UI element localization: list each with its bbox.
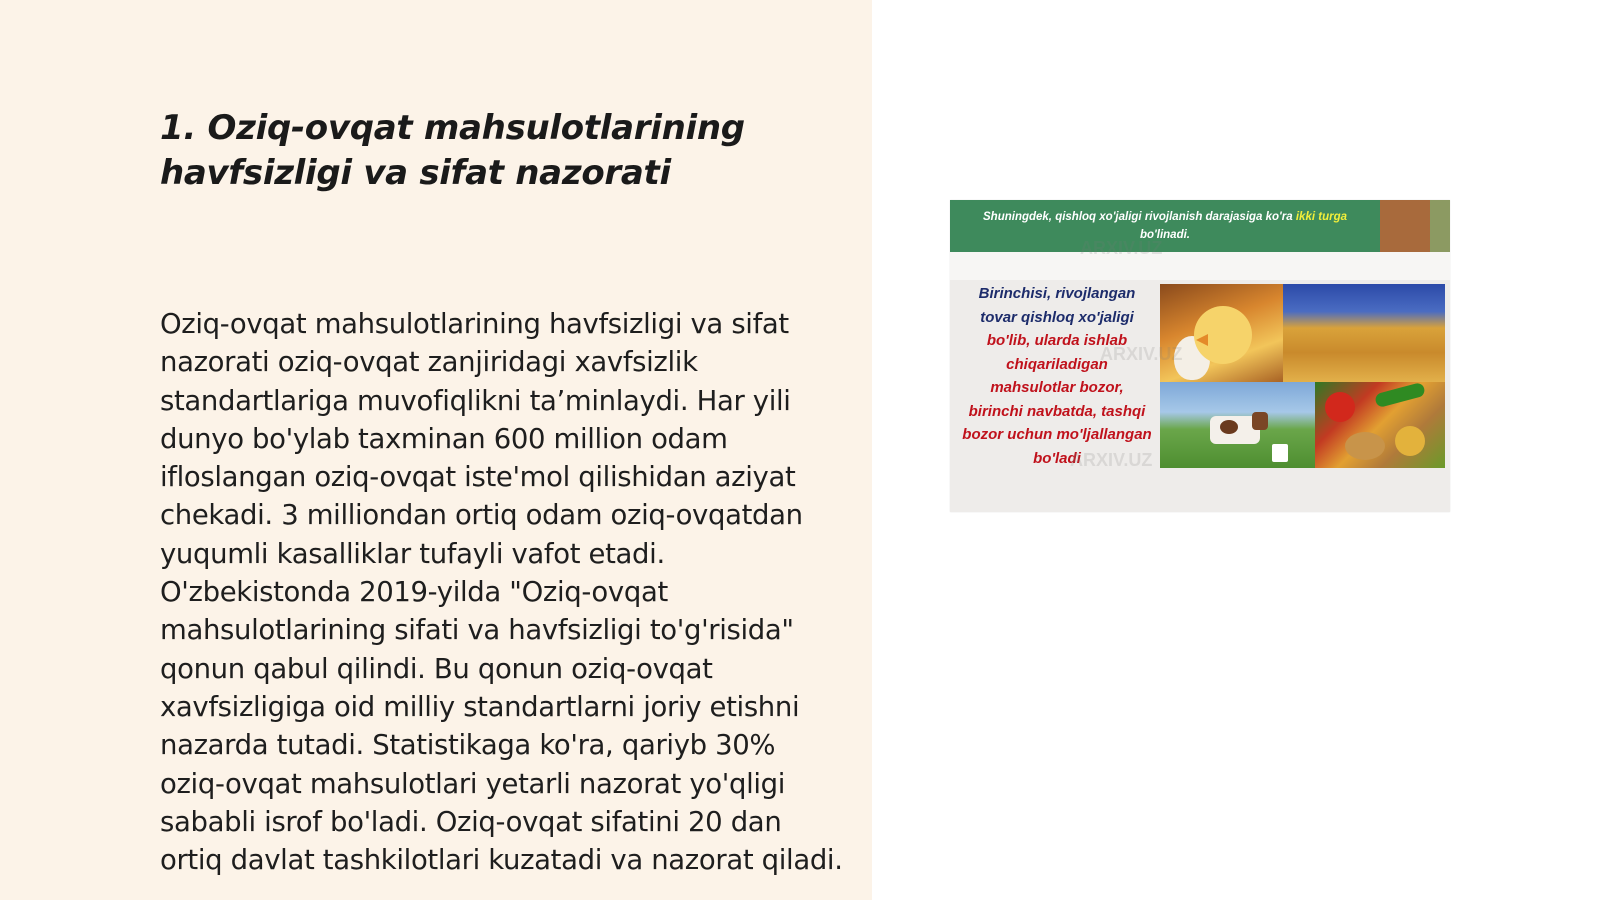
tomato-shape [1325,392,1355,422]
milk-jug-shape [1272,444,1288,462]
watermark: ARXIV.UZ [1070,450,1153,470]
image-header-text-part1: Shuningdek, qishloq xo'jaligi rivojlanish darajasiga ko'ra [983,211,1296,223]
image-header-corner-edge [1430,200,1450,252]
image-light-band [950,252,1450,280]
slide-title: 1. Oziq-ovqat mahsulotlarining havfsizligi va sifat nazorati [160,108,745,193]
image-header-highlight: ikki turga [1295,211,1347,223]
image-header-banner [950,200,1380,252]
pepper-shape [1395,426,1425,456]
image-caption [962,282,1152,470]
slide-body-text: Oziq-ovqat mahsulotlarining havfsizligi va sifat nazorati oziq-ovqat zanjiridagi xavfsizlik standartlariga muvofiqlikni ta’minlaydi. Har yili dunyo bo'ylab taxminan 600 million odam ifloslangan oziq-ovqat iste'mol qilishidan aziyat chekadi. 3 milliondan ortiq odam oziq-ovqatdan yuqumli kasalliklar tufayli vafot etadi. O'zbekistonda 2019-yilda "Oziq-ovqat mahsulotlarining sifati va havfsizligi to'g'risida" qonun qabul qilindi. Bu qonun oziq-ovqat xavfsizligiga oid milliy standartlarni joriy etishni nazarda tutadi. Statistikaga ko'ra, qariyb 30% oziq-ovqat mahsulotlari yetarli nazorat yo'qligi sababli isrof bo'ladi. Oziq-ovqat sifatini 20 dan ortiq davlat tashkilotlari kuzatadi va nazorat qiladi. [160,308,843,877]
chick-photo [1160,284,1283,382]
wheat-field-photo [1283,284,1445,382]
embedded-image [950,200,1450,512]
vegetables-photo [1315,382,1445,468]
watermark: ARXIV.UZ [1080,238,1163,258]
photo-collage [1160,284,1445,468]
image-caption-red: bo'lib, ularda ishlab chiqariladigan mahsulotlar bozor, birinchi navbatda, tashqi bozor uchun mo'ljallangan bo'ladi [962,332,1152,467]
image-header-corner [1380,200,1430,252]
image-caption-blue: Birinchisi, rivojlangan tovar qishloq xo'jaligi [978,285,1136,326]
cucumber-shape [1374,382,1426,408]
cow-spot-shape [1220,420,1238,434]
watermark: ARXIV.UZ [1100,344,1183,364]
image-header-text-part2: bo'linadi. [1139,229,1190,241]
beak-shape [1196,334,1208,346]
image-header-text [975,208,1355,244]
cow-head-shape [1252,412,1268,430]
potato-shape [1345,432,1385,460]
cow-pasture-photo [1160,382,1315,468]
